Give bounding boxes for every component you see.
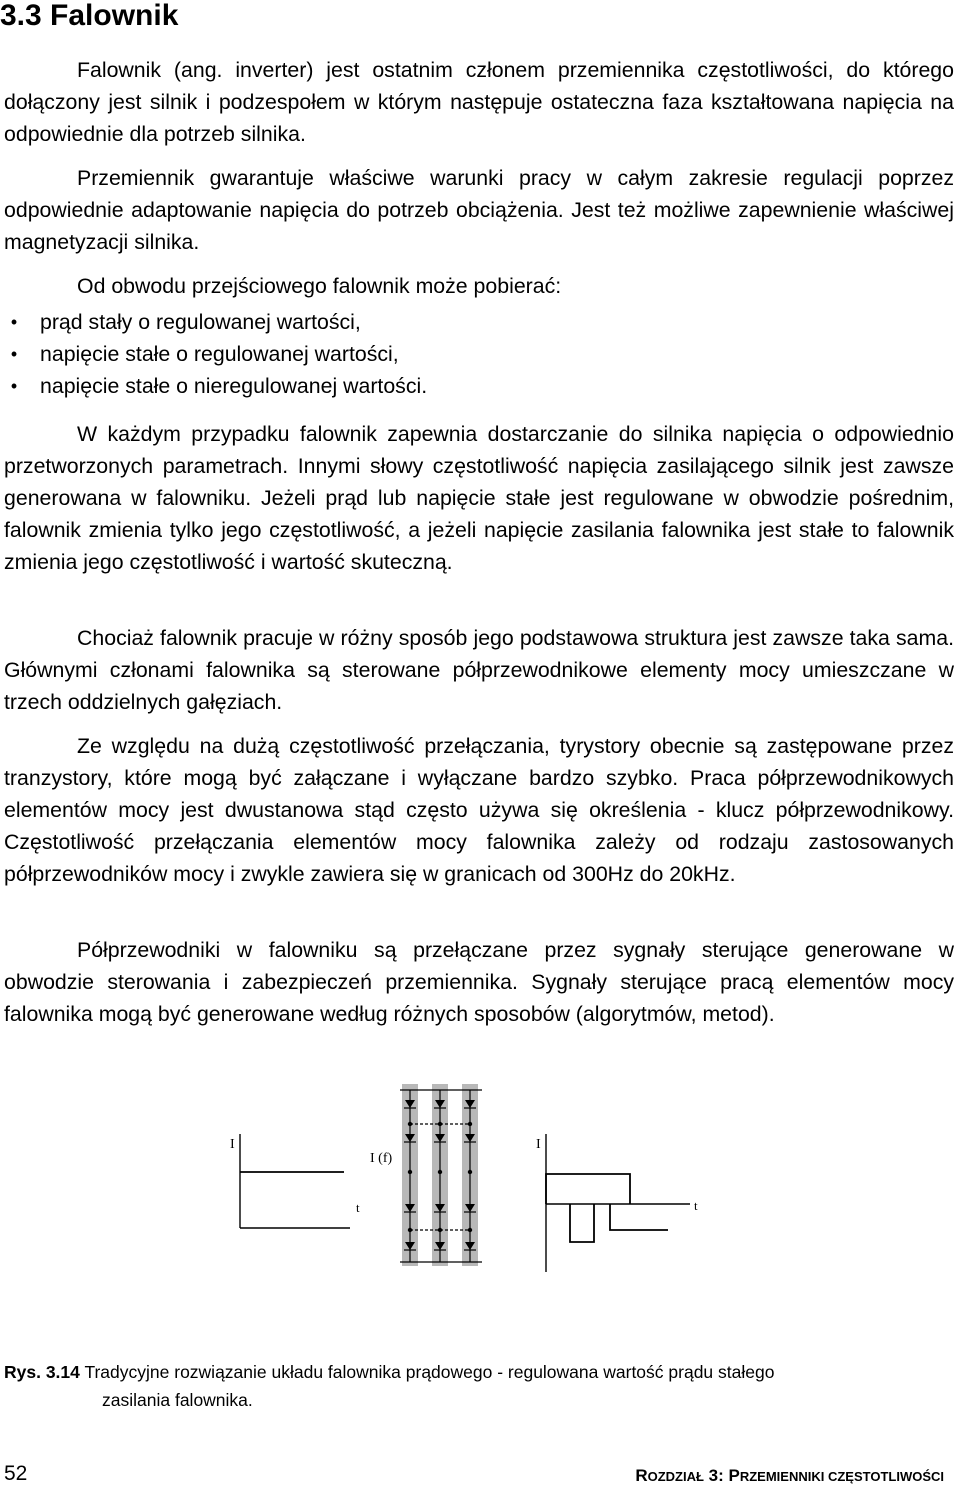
paragraph-switching: Ze względu na dużą częstotliwość przełączania, tyrystory obecnie są zastępowane przez tranzystory, które mogą być załączane i wyłączane bardzo szybko. Praca półprzewodnikowych elementów mocy jest dwustanowa stąd często używa się określenia - klucz półprzewodnikowy. Częstotliwość przełączania elementów mocy falownika zależy od rodzaju zastosowanych półprzewodników mocy i zwykle zawiera się w granicach od 300Hz do 20kHz. (4, 734, 954, 886)
page-number: 52 (4, 1462, 28, 1485)
paragraph-intro: Falownik (ang. inverter) jest ostatnim członem przemiennika częstotliwości, do którego dołączony jest silnik i podzespołem w którym następuje ostateczna faza kształtowana napięcia na odpowiednie dla potrzeb silnika. (4, 58, 954, 146)
source-list (4, 306, 427, 402)
paragraph-sources-intro: Od obwodu przejściowego falownik może pobierać: (77, 274, 562, 298)
section-heading: 3.3 Falownik (0, 0, 179, 32)
list-item-text: prąd stały o regulowanej wartości, (40, 310, 361, 334)
right-time-label: t (694, 1198, 698, 1213)
paragraph-structure: Chociaż falownik pracuje w różny sposób jego podstawowa struktura jest zawsze taka sama. Głównymi członami falownika są sterowane półprzewodnikowe elementy mocy umieszczane w trzech oddzielnych gałęziach. (4, 626, 954, 714)
left-time-label: t (356, 1200, 360, 1215)
figure-caption (4, 1358, 954, 1414)
list-item-text: napięcie stałe o nieregulowanej wartości. (40, 374, 428, 398)
paragraph-every-case: W każdym przypadku falownik zapewnia dostarczanie do silnika napięcia o odpowiednio przetworzonych parametrach. Innymi słowy częstotliwość napięcia zasilającego silnik jest zawsze generowana w falowniku. Jeżeli prąd lub napięcie stałe jest regulowane w obwodzie pośrednim, falownik zmienia tylko jego częstotliwość, a jeżeli napięcie zasilania falownika jest stałe to falownik zmienia jego częstotliwość i wartość skuteczną. (4, 422, 954, 574)
caption-label: Rys. 3.14 (4, 1362, 80, 1382)
list-item (4, 370, 427, 402)
right-axis-label: I (536, 1137, 541, 1152)
right-current-waveform (546, 1134, 690, 1272)
list-item-text: napięcie stałe o regulowanej wartości, (40, 342, 399, 366)
list-item (4, 306, 427, 338)
running-footer-title: ROZDZIAŁ 3: PRZEMIENNIKI CZĘSTOTLIWOŚCI (635, 1466, 944, 1485)
left-axis-label: I (230, 1137, 235, 1152)
dc-current-label: I (f) (370, 1151, 393, 1166)
bullet-icon: • (10, 344, 18, 364)
list-item (4, 338, 427, 370)
caption-text-line1: Tradycyjne rozwiązanie układu falownika prądowego - regulowana wartość prądu stałego (84, 1362, 775, 1382)
inverter-circuit-figure (200, 1082, 740, 1282)
caption-text-line2: zasilania falownika. (102, 1390, 253, 1410)
bullet-icon: • (10, 312, 18, 332)
bullet-icon: • (10, 376, 18, 396)
paragraph-control-signals: Półprzewodniki w falowniku są przełączane przez sygnały sterujące generowane w obwodzie sterowania i zabezpieczeń przemiennika. Sygnały sterujące pracą elementów mocy falownika mogą być generowane według różnych sposobów (algorytmów, metod). (4, 938, 954, 1026)
paragraph-guarantee: Przemiennik gwarantuje właściwe warunki pracy w całym zakresie regulacji poprzez odpowiednie adaptowanie napięcia do potrzeb obciążenia. Jest też możliwe zapewnienie właściwej magnetyzacji silnika. (4, 166, 954, 254)
left-current-waveform (240, 1134, 350, 1228)
thyristor-bridge (400, 1084, 482, 1266)
